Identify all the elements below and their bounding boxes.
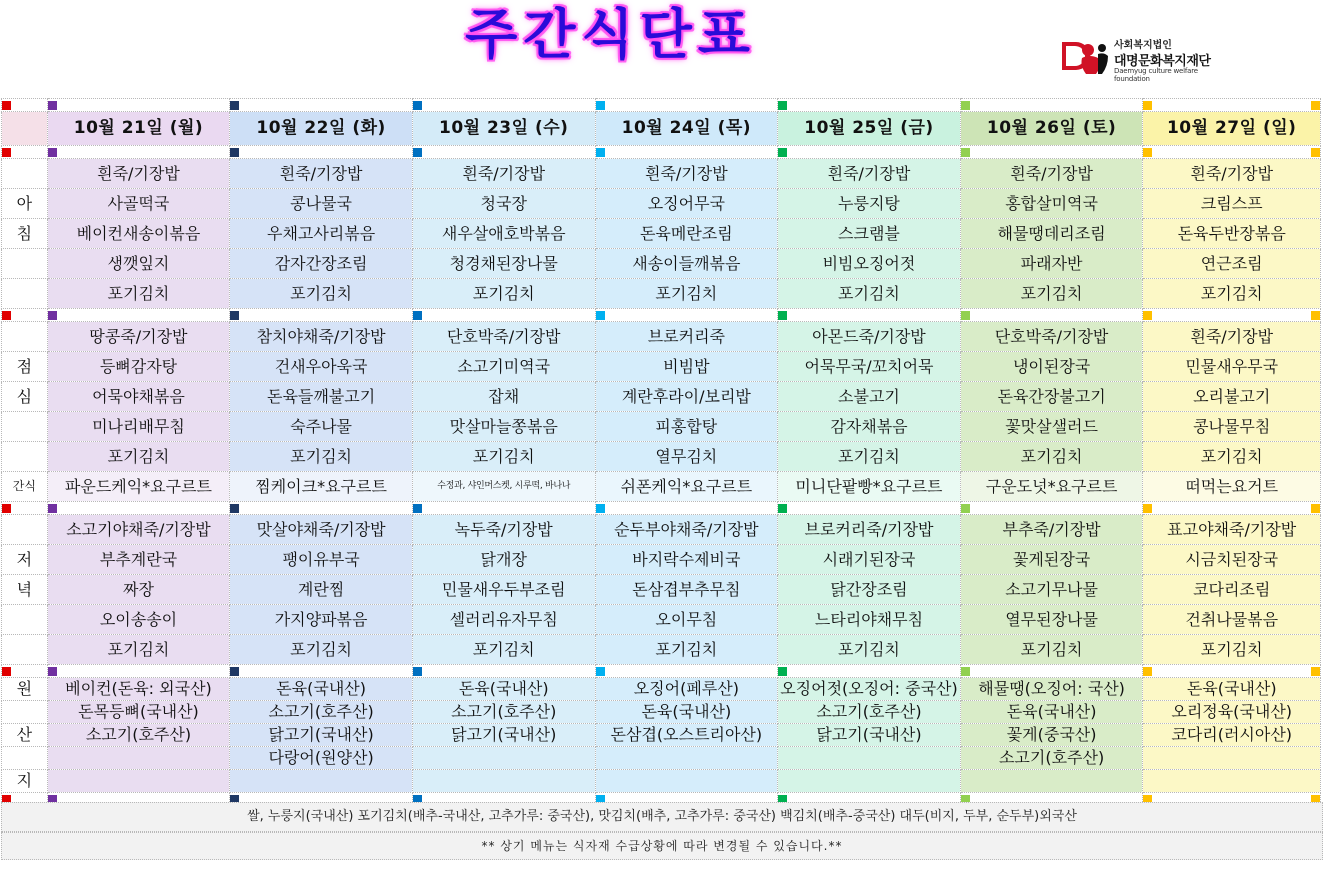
lunch-menu-item: 소불고기 [778,382,961,412]
divider-cell [960,665,1143,678]
breakfast-menu-item: 사골떡국 [47,189,230,219]
color-marker [961,101,970,110]
lunch-menu-item: 단호박죽/기장밥 [960,322,1143,352]
color-marker [961,667,970,676]
lunch-menu-item: 꽃맛살샐러드 [960,412,1143,442]
breakfast-menu-item: 흰죽/기장밥 [412,159,595,189]
origin-menu-item [595,747,778,770]
page-title: 주간식단표 [465,3,756,66]
lunch-menu-item: 참치야채죽/기장밥 [230,322,413,352]
dinner-menu-item: 포기김치 [778,635,961,665]
divider-cell [2,146,48,159]
color-marker [778,667,787,676]
color-marker [596,504,605,513]
breakfast-menu-item: 스크램블 [778,219,961,249]
dinner-menu-item: 꽃게된장국 [960,545,1143,575]
color-marker [596,311,605,320]
lunch-menu-item: 어묵무국/꼬치어묵 [778,352,961,382]
dinner-menu-item: 포기김치 [1143,635,1321,665]
origin-menu-item: 돈목등뼈(국내산) [47,701,230,724]
origin-menu-item: 베이컨(돈육: 외국산) [47,678,230,701]
color-marker [230,667,239,676]
section-divider-row [2,309,1321,322]
breakfast-menu-item: 청경채된장나물 [412,249,595,279]
color-marker [1143,311,1152,320]
section-divider-row [2,99,1321,112]
origin-menu-item [412,747,595,770]
meal-label-cell [2,249,48,279]
lunch-row [2,322,1321,352]
dinner-menu-item: 느타리야채무침 [778,605,961,635]
lunch-row [2,442,1321,472]
breakfast-menu-item: 포기김치 [47,279,230,309]
breakfast-row [2,219,1321,249]
lunch-row [2,412,1321,442]
origin-row [2,747,1321,770]
breakfast-label: 아 [2,189,48,219]
dinner-menu-item: 브로커리죽/기장밥 [778,515,961,545]
dinner-menu-item: 소고기무나물 [960,575,1143,605]
section-divider-row [2,146,1321,159]
meal-label-cell [2,635,48,665]
divider-cell [1143,99,1321,112]
dinner-menu-item: 계란찜 [230,575,413,605]
dinner-menu-item: 포기김치 [230,635,413,665]
breakfast-row [2,189,1321,219]
dinner-row [2,635,1321,665]
origin-row [2,724,1321,747]
lunch-menu-item: 피홍합탕 [595,412,778,442]
color-marker [48,504,57,513]
color-marker [961,504,970,513]
lunch-menu-item: 브로커리죽 [595,322,778,352]
divider-cell [2,502,48,515]
origin-label: 지 [2,770,48,793]
origin-label: 원 [2,678,48,701]
breakfast-menu-item: 포기김치 [960,279,1143,309]
dinner-menu-item: 코다리조림 [1143,575,1321,605]
breakfast-menu-item: 베이컨새송이볶음 [47,219,230,249]
lunch-menu-item: 포기김치 [230,442,413,472]
breakfast-menu-item: 돈육메란조림 [595,219,778,249]
divider-cell [47,665,230,678]
dinner-menu-item: 포기김치 [595,635,778,665]
day-header: 10월 23일 (수) [412,112,595,146]
dinner-menu-item: 팽이유부국 [230,545,413,575]
color-marker [2,504,11,513]
origin-row [2,701,1321,724]
divider-cell [595,665,778,678]
lunch-menu-item: 건새우아욱국 [230,352,413,382]
dinner-menu-item: 표고야채죽/기장밥 [1143,515,1321,545]
breakfast-menu-item: 포기김치 [412,279,595,309]
divider-cell [595,99,778,112]
color-marker [48,311,57,320]
breakfast-menu-item: 누룽지탕 [778,189,961,219]
snack-item: 구운도넛*요구르트 [960,472,1143,502]
origin-menu-item: 소고기(호주산) [778,701,961,724]
lunch-menu-item: 아몬드죽/기장밥 [778,322,961,352]
dinner-menu-item: 짜장 [47,575,230,605]
lunch-menu-item: 콩나물무침 [1143,412,1321,442]
dinner-menu-item: 포기김치 [960,635,1143,665]
breakfast-menu-item: 포기김치 [1143,279,1321,309]
origin-menu-item [230,770,413,793]
color-marker [48,101,57,110]
divider-cell [412,146,595,159]
lunch-menu-item: 포기김치 [778,442,961,472]
meal-label-cell [2,279,48,309]
breakfast-menu-item: 해물땡데리조림 [960,219,1143,249]
divider-cell [47,99,230,112]
breakfast-menu-item: 흰죽/기장밥 [595,159,778,189]
color-marker [961,311,970,320]
dinner-menu-item: 열무된장나물 [960,605,1143,635]
breakfast-menu-item: 연근조림 [1143,249,1321,279]
lunch-menu-item: 돈육간장불고기 [960,382,1143,412]
lunch-menu-item: 민물새우무국 [1143,352,1321,382]
divider-cell [1143,309,1321,322]
breakfast-menu-item: 크림스프 [1143,189,1321,219]
origin-row [2,770,1321,793]
dinner-menu-item: 시래기된장국 [778,545,961,575]
origin-menu-item: 돈육(국내산) [595,701,778,724]
color-marker [2,311,11,320]
snack-item: 미니단팥빵*요구르트 [778,472,961,502]
divider-cell [1143,146,1321,159]
divider-cell [960,99,1143,112]
divider-cell [1143,665,1321,678]
lunch-row [2,382,1321,412]
origin-row [2,678,1321,701]
lunch-menu-item: 포기김치 [412,442,595,472]
lunch-menu-item: 어묵야채볶음 [47,382,230,412]
origin-menu-item: 다랑어(원양산) [230,747,413,770]
lunch-menu-item: 포기김치 [960,442,1143,472]
origin-menu-item: 돈육(국내산) [230,678,413,701]
color-marker [230,311,239,320]
lunch-menu-item: 비빔밥 [595,352,778,382]
breakfast-row [2,249,1321,279]
breakfast-menu-item: 흰죽/기장밥 [960,159,1143,189]
breakfast-menu-item: 돈육두반장볶음 [1143,219,1321,249]
dinner-menu-item: 부추계란국 [47,545,230,575]
origin-menu-item [595,770,778,793]
dinner-row [2,515,1321,545]
breakfast-menu-item: 흰죽/기장밥 [1143,159,1321,189]
origin-menu-item: 닭고기(국내산) [778,724,961,747]
breakfast-menu-item: 청국장 [412,189,595,219]
dinner-row [2,545,1321,575]
lunch-menu-item: 열무김치 [595,442,778,472]
origin-menu-item [1143,770,1321,793]
origin-menu-item: 소고기(호주산) [47,724,230,747]
meal-label-cell [2,605,48,635]
day-header: 10월 24일 (목) [595,112,778,146]
breakfast-menu-item: 생깻잎지 [47,249,230,279]
dinner-row [2,575,1321,605]
logo-line-1: 사회복지법인 [1114,40,1172,51]
color-marker [1143,504,1152,513]
lunch-menu-item: 계란후라이/보리밥 [595,382,778,412]
lunch-menu-item: 냉이된장국 [960,352,1143,382]
breakfast-menu-item: 파래자반 [960,249,1143,279]
lunch-menu-item: 등뼈감자탕 [47,352,230,382]
breakfast-row [2,159,1321,189]
breakfast-menu-item: 새우살애호박볶음 [412,219,595,249]
origin-menu-item [47,770,230,793]
lunch-menu-item: 돈육들깨불고기 [230,382,413,412]
divider-cell [47,146,230,159]
snack-item: 수정과, 샤인머스켓, 시루떡, 바나나 [412,472,595,502]
divider-cell [960,502,1143,515]
meal-label-cell [2,701,48,724]
breakfast-menu-item: 콩나물국 [230,189,413,219]
dinner-menu-item: 포기김치 [47,635,230,665]
divider-cell [1143,502,1321,515]
meal-label-cell [2,747,48,770]
color-marker [1311,667,1320,676]
divider-cell [230,502,413,515]
meal-label-cell [2,412,48,442]
day-header: 10월 27일 (일) [1143,112,1321,146]
divider-cell [778,99,961,112]
color-marker [1311,504,1320,513]
dinner-menu-item: 소고기야채죽/기장밥 [47,515,230,545]
color-marker [961,148,970,157]
color-marker [413,504,422,513]
origin-menu-item: 소고기(호주산) [960,747,1143,770]
logo-line-3: Daemyug culture welfare foundation [1114,67,1198,83]
snack-item: 쉬폰케익*요구르트 [595,472,778,502]
dinner-label: 녁 [2,575,48,605]
dinner-menu-item: 순두부야채죽/기장밥 [595,515,778,545]
divider-cell [960,146,1143,159]
divider-cell [412,665,595,678]
divider-cell [595,309,778,322]
divider-cell [960,309,1143,322]
breakfast-menu-item: 흰죽/기장밥 [778,159,961,189]
color-marker [1143,101,1152,110]
lunch-menu-item: 소고기미역국 [412,352,595,382]
dinner-label: 저 [2,545,48,575]
origin-menu-item: 오징어젓(오징어: 중국산) [778,678,961,701]
color-marker [230,101,239,110]
divider-cell [412,99,595,112]
section-divider-row [2,502,1321,515]
weekly-menu-table [1,98,1321,806]
lunch-row [2,352,1321,382]
divider-cell [230,146,413,159]
divider-cell [2,309,48,322]
day-header: 10월 25일 (금) [778,112,961,146]
lunch-menu-item: 오리불고기 [1143,382,1321,412]
change-notice: ** 상기 메뉴는 식자재 수급상황에 따라 변경될 수 있습니다.** [1,832,1323,860]
color-marker [596,148,605,157]
origin-menu-item [47,747,230,770]
origin-menu-item [778,770,961,793]
date-header-row [2,112,1321,146]
day-header: 10월 22일 (화) [230,112,413,146]
section-divider-row [2,665,1321,678]
origin-menu-item: 돈육(국내산) [960,701,1143,724]
lunch-label: 점 [2,352,48,382]
day-header: 10월 26일 (토) [960,112,1143,146]
breakfast-menu-item: 감자간장조림 [230,249,413,279]
divider-cell [2,99,48,112]
divider-cell [230,309,413,322]
color-marker [1311,148,1320,157]
breakfast-menu-item: 새송이들깨볶음 [595,249,778,279]
origin-menu-item [412,770,595,793]
meal-label-cell [2,322,48,352]
meal-label-cell [2,515,48,545]
logo-line-2: 대명문화복지재단 [1114,54,1211,69]
snack-label: 간식 [2,472,48,502]
origin-menu-item: 코다리(러시아산) [1143,724,1321,747]
breakfast-menu-item: 흰죽/기장밥 [47,159,230,189]
color-marker [48,148,57,157]
lunch-label: 심 [2,382,48,412]
breakfast-menu-item: 포기김치 [595,279,778,309]
breakfast-menu-item: 포기김치 [230,279,413,309]
breakfast-menu-item: 포기김치 [778,279,961,309]
divider-cell [2,665,48,678]
dinner-menu-item: 포기김치 [412,635,595,665]
origin-footnote: 쌀, 누룽지(국내산) 포기김치(배추-국내산, 고추가루: 중국산), 맛김치(배추, 고추가루: 중국산) 백김치(배추-중국산) 대두(비지, 두부, 순두부)외국산 [1,802,1323,832]
meal-label-cell [2,159,48,189]
dinner-menu-item: 시금치된장국 [1143,545,1321,575]
snack-item: 파운드케익*요구르트 [47,472,230,502]
breakfast-menu-item: 흰죽/기장밥 [230,159,413,189]
color-marker [1143,667,1152,676]
origin-menu-item: 해물땡(오징어: 국산) [960,678,1143,701]
divider-cell [47,309,230,322]
origin-menu-item: 오리정육(국내산) [1143,701,1321,724]
origin-menu-item: 오징어(페루산) [595,678,778,701]
lunch-menu-item: 땅콩죽/기장밥 [47,322,230,352]
color-marker [230,504,239,513]
breakfast-menu-item: 홍합살미역국 [960,189,1143,219]
origin-menu-item: 소고기(호주산) [412,701,595,724]
origin-menu-item: 닭고기(국내산) [230,724,413,747]
dinner-menu-item: 녹두죽/기장밥 [412,515,595,545]
dinner-menu-item: 민물새우두부조림 [412,575,595,605]
color-marker [2,148,11,157]
color-marker [1143,148,1152,157]
color-marker [2,667,11,676]
color-marker [413,101,422,110]
divider-cell [47,502,230,515]
divider-cell [778,146,961,159]
breakfast-label: 침 [2,219,48,249]
color-marker [596,667,605,676]
dinner-menu-item: 건취나물볶음 [1143,605,1321,635]
origin-menu-item: 꽃게(중국산) [960,724,1143,747]
lunch-menu-item: 감자채볶음 [778,412,961,442]
foundation-logo-icon [1058,38,1110,76]
color-marker [778,101,787,110]
lunch-menu-item: 숙주나물 [230,412,413,442]
color-marker [1311,311,1320,320]
origin-menu-item [778,747,961,770]
divider-cell [230,99,413,112]
origin-menu-item: 돈육(국내산) [412,678,595,701]
lunch-menu-item: 포기김치 [47,442,230,472]
lunch-menu-item: 단호박죽/기장밥 [412,322,595,352]
origin-menu-item: 닭고기(국내산) [412,724,595,747]
color-marker [2,101,11,110]
divider-cell [595,146,778,159]
divider-cell [778,309,961,322]
lunch-menu-item: 미나리배무침 [47,412,230,442]
breakfast-menu-item: 우채고사리볶음 [230,219,413,249]
breakfast-menu-item: 비빔오징어젓 [778,249,961,279]
origin-menu-item [960,770,1143,793]
snack-row [2,472,1321,502]
dinner-menu-item: 바지락수제비국 [595,545,778,575]
dinner-menu-item: 닭개장 [412,545,595,575]
dinner-menu-item: 셀러리유자무침 [412,605,595,635]
breakfast-menu-item: 오징어무국 [595,189,778,219]
color-marker [413,667,422,676]
dinner-menu-item: 돈삼겹부추무침 [595,575,778,605]
divider-cell [412,309,595,322]
lunch-menu-item: 잡채 [412,382,595,412]
dinner-menu-item: 오이송송이 [47,605,230,635]
color-marker [1311,101,1320,110]
lunch-menu-item: 흰죽/기장밥 [1143,322,1321,352]
lunch-menu-item: 포기김치 [1143,442,1321,472]
snack-item: 찜케이크*요구르트 [230,472,413,502]
day-header: 10월 21일 (월) [47,112,230,146]
origin-menu-item: 돈육(국내산) [1143,678,1321,701]
divider-cell [412,502,595,515]
color-marker [413,311,422,320]
dinner-menu-item: 가지양파볶음 [230,605,413,635]
dinner-menu-item: 맛살야채죽/기장밥 [230,515,413,545]
dinner-row [2,605,1321,635]
divider-cell [778,665,961,678]
color-marker [778,311,787,320]
origin-label: 산 [2,724,48,747]
color-marker [778,504,787,513]
divider-cell [595,502,778,515]
dinner-menu-item: 닭간장조림 [778,575,961,605]
corner-cell [2,112,48,146]
divider-cell [778,502,961,515]
color-marker [413,148,422,157]
dinner-menu-item: 오이무침 [595,605,778,635]
color-marker [48,667,57,676]
origin-menu-item [1143,747,1321,770]
origin-menu-item: 돈삼겹(오스트리아산) [595,724,778,747]
dinner-menu-item: 부추죽/기장밥 [960,515,1143,545]
color-marker [230,148,239,157]
meal-label-cell [2,442,48,472]
foundation-logo [1058,34,1218,83]
color-marker [778,148,787,157]
divider-cell [230,665,413,678]
origin-menu-item: 소고기(호주산) [230,701,413,724]
color-marker [596,101,605,110]
breakfast-row [2,279,1321,309]
snack-item: 떠먹는요거트 [1143,472,1321,502]
lunch-menu-item: 맛살마늘쫑볶음 [412,412,595,442]
